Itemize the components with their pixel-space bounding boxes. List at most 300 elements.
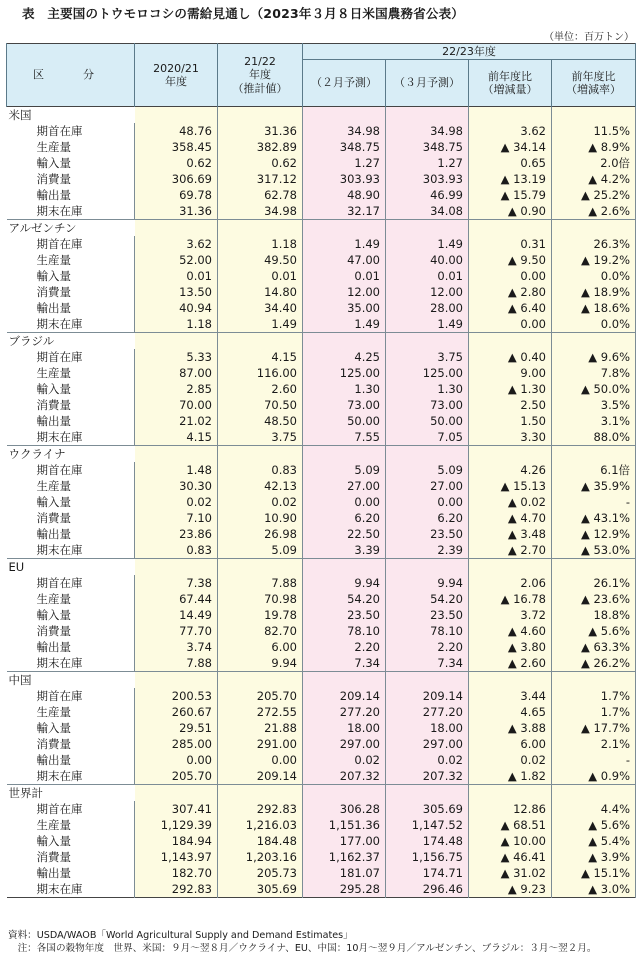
group-filler-cell — [469, 785, 552, 802]
row-item-label: 輸入量 — [7, 268, 135, 284]
value-cell: 1.49 — [303, 236, 386, 252]
value-cell: ▲ 50.0% — [552, 381, 636, 397]
value-cell: - — [552, 752, 636, 768]
value-cell: ▲ 9.6% — [552, 349, 636, 365]
group-filler-cell — [552, 785, 636, 802]
value-cell: 35.00 — [303, 300, 386, 316]
value-cell: 3.62 — [135, 236, 218, 252]
country-group-row — [7, 672, 636, 689]
row-item-label: 消費量 — [7, 849, 135, 865]
value-cell: 209.14 — [218, 768, 303, 785]
value-cell: 291.00 — [218, 736, 303, 752]
table-row — [7, 720, 636, 736]
value-cell: 4.4% — [552, 801, 636, 817]
value-cell: 296.46 — [386, 881, 469, 898]
value-cell: 6.20 — [303, 510, 386, 526]
value-cell: 0.02 — [135, 494, 218, 510]
value-cell: 1.30 — [386, 381, 469, 397]
country-name: ウクライナ — [7, 446, 135, 463]
value-cell: ▲ 35.9% — [552, 478, 636, 494]
value-cell: 177.00 — [303, 833, 386, 849]
value-cell: 0.02 — [386, 752, 469, 768]
value-cell: ▲ 46.41 — [469, 849, 552, 865]
value-cell: 31.36 — [218, 123, 303, 139]
header-yoy-change-label: 前年度比 （増減量） — [482, 69, 538, 96]
value-cell: 0.00 — [303, 494, 386, 510]
value-cell: 182.70 — [135, 865, 218, 881]
value-cell: ▲ 6.40 — [469, 300, 552, 316]
table-row — [7, 139, 636, 155]
row-item-label: 輸入量 — [7, 833, 135, 849]
value-cell: 9.94 — [218, 655, 303, 672]
value-cell: 205.73 — [218, 865, 303, 881]
value-cell: ▲ 10.00 — [469, 833, 552, 849]
value-cell: 2.60 — [218, 381, 303, 397]
unit-label: （単位：百万トン） — [544, 32, 634, 43]
row-item-label: 期首在庫 — [7, 462, 135, 478]
value-cell: ▲ 2.70 — [469, 542, 552, 559]
value-cell: 18.8% — [552, 607, 636, 623]
table-row — [7, 349, 636, 365]
value-cell: 306.69 — [135, 171, 218, 187]
value-cell: ▲ 4.2% — [552, 171, 636, 187]
row-item-label: 輸出量 — [7, 752, 135, 768]
value-cell: 28.00 — [386, 300, 469, 316]
value-cell: ▲ 26.2% — [552, 655, 636, 672]
table-row — [7, 252, 636, 268]
group-filler-cell — [135, 333, 218, 350]
header-mar-forecast: （３月予測） — [386, 60, 469, 107]
country-group-row — [7, 446, 636, 463]
row-item-label: 消費量 — [7, 284, 135, 300]
value-cell: 292.83 — [135, 881, 218, 898]
table-row — [7, 801, 636, 817]
value-cell: 1,143.97 — [135, 849, 218, 865]
value-cell: 31.36 — [135, 203, 218, 220]
value-cell: 27.00 — [386, 478, 469, 494]
table-row — [7, 575, 636, 591]
row-item-label: 期首在庫 — [7, 575, 135, 591]
group-filler-cell — [552, 559, 636, 576]
value-cell: ▲ 1.82 — [469, 768, 552, 785]
row-item-label: 生産量 — [7, 252, 135, 268]
row-item-label: 輸入量 — [7, 381, 135, 397]
value-cell: 348.75 — [303, 139, 386, 155]
country-group-row — [7, 333, 636, 350]
value-cell: 0.00 — [469, 316, 552, 333]
value-cell: 50.00 — [386, 413, 469, 429]
table-title: 表 主要国のトウモロコシの需給見通し（2023年３月８日米国農務省公表） — [22, 6, 464, 21]
value-cell: ▲ 17.7% — [552, 720, 636, 736]
table-row — [7, 542, 636, 559]
header-yoy-rate-label: 前年度比 （増減率） — [566, 69, 621, 96]
value-cell: ▲ 31.02 — [469, 865, 552, 881]
value-cell: 3.74 — [135, 639, 218, 655]
row-item-label: 期首在庫 — [7, 349, 135, 365]
group-filler-cell — [386, 107, 469, 124]
value-cell: 1.48 — [135, 462, 218, 478]
value-cell: 19.78 — [218, 607, 303, 623]
group-filler-cell — [218, 107, 303, 124]
value-cell: 125.00 — [386, 365, 469, 381]
value-cell: 207.32 — [386, 768, 469, 785]
value-cell: ▲ 5.6% — [552, 623, 636, 639]
value-cell: 67.44 — [135, 591, 218, 607]
value-cell: 6.1倍 — [552, 462, 636, 478]
row-item-label: 輸出量 — [7, 300, 135, 316]
row-item-label: 期首在庫 — [7, 123, 135, 139]
table-row — [7, 704, 636, 720]
value-cell: 49.50 — [218, 252, 303, 268]
value-cell: 207.32 — [303, 768, 386, 785]
table-row — [7, 623, 636, 639]
value-cell: ▲ 15.79 — [469, 187, 552, 203]
table-row — [7, 752, 636, 768]
value-cell: ▲ 0.90 — [469, 203, 552, 220]
value-cell: 6.00 — [469, 736, 552, 752]
table-row — [7, 494, 636, 510]
value-cell: ▲ 4.60 — [469, 623, 552, 639]
value-cell: 3.72 — [469, 607, 552, 623]
group-filler-cell — [386, 220, 469, 237]
value-cell: 1.49 — [218, 316, 303, 333]
value-cell: 0.83 — [218, 462, 303, 478]
value-cell: 18.00 — [386, 720, 469, 736]
group-filler-cell — [135, 785, 218, 802]
value-cell: 7.34 — [386, 655, 469, 672]
value-cell: 4.65 — [469, 704, 552, 720]
value-cell: 88.0% — [552, 429, 636, 446]
value-cell: 303.93 — [386, 171, 469, 187]
value-cell: 1.49 — [386, 316, 469, 333]
value-cell: 348.75 — [386, 139, 469, 155]
group-filler-cell — [469, 107, 552, 124]
value-cell: 14.49 — [135, 607, 218, 623]
header-22-23-group: 22/23年度 — [303, 44, 636, 60]
value-cell: 7.55 — [303, 429, 386, 446]
value-cell: 5.09 — [303, 462, 386, 478]
value-cell: 358.45 — [135, 139, 218, 155]
table-row — [7, 833, 636, 849]
value-cell: 73.00 — [386, 397, 469, 413]
row-item-label: 輸出量 — [7, 413, 135, 429]
value-cell: 18.00 — [303, 720, 386, 736]
value-cell: 9.94 — [303, 575, 386, 591]
value-cell: 3.1% — [552, 413, 636, 429]
value-cell: 0.0% — [552, 268, 636, 284]
value-cell: 34.98 — [303, 123, 386, 139]
value-cell: 1.30 — [303, 381, 386, 397]
group-filler-cell — [218, 672, 303, 689]
value-cell: 7.05 — [386, 429, 469, 446]
table-row — [7, 171, 636, 187]
value-cell: ▲ 3.88 — [469, 720, 552, 736]
country-group-row — [7, 559, 636, 576]
country-group-row — [7, 220, 636, 237]
value-cell: ▲ 13.19 — [469, 171, 552, 187]
value-cell: 1,156.75 — [386, 849, 469, 865]
value-cell: 2.39 — [386, 542, 469, 559]
value-cell: 40.94 — [135, 300, 218, 316]
row-item-label: 輸入量 — [7, 155, 135, 171]
value-cell: 52.00 — [135, 252, 218, 268]
value-cell: 174.71 — [386, 865, 469, 881]
value-cell: 272.55 — [218, 704, 303, 720]
value-cell: 21.88 — [218, 720, 303, 736]
row-item-label: 輸出量 — [7, 865, 135, 881]
value-cell: 6.20 — [386, 510, 469, 526]
row-item-label: 期首在庫 — [7, 688, 135, 704]
value-cell: ▲ 9.23 — [469, 881, 552, 898]
value-cell: 181.07 — [303, 865, 386, 881]
header-21-22-label: 21/22 年度 （推計値） — [232, 55, 288, 95]
value-cell: 297.00 — [303, 736, 386, 752]
value-cell: 26.3% — [552, 236, 636, 252]
value-cell: 2.20 — [386, 639, 469, 655]
value-cell: 0.62 — [218, 155, 303, 171]
value-cell: 3.75 — [218, 429, 303, 446]
row-item-label: 生産量 — [7, 817, 135, 833]
value-cell: 3.5% — [552, 397, 636, 413]
value-cell: 0.02 — [218, 494, 303, 510]
value-cell: 23.86 — [135, 526, 218, 542]
group-filler-cell — [303, 785, 386, 802]
row-item-label: 輸出量 — [7, 526, 135, 542]
group-filler-cell — [303, 107, 386, 124]
value-cell: 12.00 — [386, 284, 469, 300]
value-cell: ▲ 18.9% — [552, 284, 636, 300]
group-filler-cell — [218, 785, 303, 802]
value-cell: ▲ 8.9% — [552, 139, 636, 155]
value-cell: 0.31 — [469, 236, 552, 252]
value-cell: 174.48 — [386, 833, 469, 849]
value-cell: 34.08 — [386, 203, 469, 220]
country-name: アルゼンチン — [7, 220, 135, 237]
value-cell: 1,203.16 — [218, 849, 303, 865]
value-cell: 305.69 — [218, 881, 303, 898]
value-cell: ▲ 0.9% — [552, 768, 636, 785]
table-row — [7, 462, 636, 478]
value-cell: 29.51 — [135, 720, 218, 736]
group-filler-cell — [218, 333, 303, 350]
group-filler-cell — [135, 446, 218, 463]
value-cell: 48.76 — [135, 123, 218, 139]
value-cell: 1,162.37 — [303, 849, 386, 865]
group-filler-cell — [135, 559, 218, 576]
row-item-label: 生産量 — [7, 704, 135, 720]
value-cell: 1.49 — [303, 316, 386, 333]
value-cell: ▲ 2.60 — [469, 655, 552, 672]
value-cell: 3.30 — [469, 429, 552, 446]
value-cell: 4.15 — [135, 429, 218, 446]
row-item-label: 期末在庫 — [7, 542, 135, 559]
header-2020-21-label: 2020/21 年度 — [153, 61, 199, 88]
source-note: 資料：USDA/WAOB「World Agricultural Supply and Demand Estimates」 — [8, 930, 353, 941]
row-item-label: 輸出量 — [7, 187, 135, 203]
value-cell: 277.20 — [386, 704, 469, 720]
value-cell: 42.13 — [218, 478, 303, 494]
value-cell: ▲ 3.9% — [552, 849, 636, 865]
value-cell: 317.12 — [218, 171, 303, 187]
value-cell: ▲ 2.80 — [469, 284, 552, 300]
value-cell: 77.70 — [135, 623, 218, 639]
header-yoy-rate — [552, 60, 636, 107]
value-cell: 87.00 — [135, 365, 218, 381]
group-filler-cell — [552, 672, 636, 689]
value-cell: 307.41 — [135, 801, 218, 817]
table-row — [7, 736, 636, 752]
table-row — [7, 817, 636, 833]
value-cell: 3.44 — [469, 688, 552, 704]
group-filler-cell — [552, 220, 636, 237]
value-cell: 305.69 — [386, 801, 469, 817]
group-filler-cell — [469, 446, 552, 463]
value-cell: 12.00 — [303, 284, 386, 300]
row-item-label: 生産量 — [7, 139, 135, 155]
table-row — [7, 655, 636, 672]
table-row — [7, 768, 636, 785]
value-cell: 2.50 — [469, 397, 552, 413]
value-cell: 27.00 — [303, 478, 386, 494]
group-filler-cell — [552, 446, 636, 463]
value-cell: ▲ 16.78 — [469, 591, 552, 607]
value-cell: 9.00 — [469, 365, 552, 381]
value-cell: 0.02 — [303, 752, 386, 768]
value-cell: 46.99 — [386, 187, 469, 203]
table-row — [7, 881, 636, 898]
header-2020-21 — [135, 44, 218, 107]
row-item-label: 消費量 — [7, 510, 135, 526]
value-cell: 73.00 — [303, 397, 386, 413]
value-cell: 11.5% — [552, 123, 636, 139]
header-kubun: 区 分 — [7, 44, 135, 107]
value-cell: 1.49 — [386, 236, 469, 252]
row-item-label: 生産量 — [7, 591, 135, 607]
table-row — [7, 688, 636, 704]
value-cell: 2.1% — [552, 736, 636, 752]
value-cell: ▲ 15.1% — [552, 865, 636, 881]
value-cell: 0.00 — [218, 752, 303, 768]
header-21-22 — [218, 44, 303, 107]
group-filler-cell — [552, 107, 636, 124]
value-cell: 0.00 — [386, 494, 469, 510]
table-row — [7, 510, 636, 526]
value-cell: ▲ 63.3% — [552, 639, 636, 655]
value-cell: 6.00 — [218, 639, 303, 655]
value-cell: 70.50 — [218, 397, 303, 413]
group-filler-cell — [218, 446, 303, 463]
value-cell: 184.94 — [135, 833, 218, 849]
value-cell: 23.50 — [386, 607, 469, 623]
value-cell: 78.10 — [303, 623, 386, 639]
value-cell: 125.00 — [303, 365, 386, 381]
value-cell: 0.0% — [552, 316, 636, 333]
value-cell: ▲ 1.30 — [469, 381, 552, 397]
value-cell: 69.78 — [135, 187, 218, 203]
value-cell: ▲ 0.40 — [469, 349, 552, 365]
value-cell: 54.20 — [386, 591, 469, 607]
value-cell: 303.93 — [303, 171, 386, 187]
value-cell: ▲ 0.02 — [469, 494, 552, 510]
group-filler-cell — [135, 107, 218, 124]
value-cell: ▲ 5.6% — [552, 817, 636, 833]
group-filler-cell — [303, 559, 386, 576]
table-row — [7, 639, 636, 655]
value-cell: 26.98 — [218, 526, 303, 542]
table-row — [7, 381, 636, 397]
value-cell: 22.50 — [303, 526, 386, 542]
value-cell: 82.70 — [218, 623, 303, 639]
value-cell: ▲ 2.6% — [552, 203, 636, 220]
row-item-label: 輸入量 — [7, 494, 135, 510]
value-cell: 2.06 — [469, 575, 552, 591]
value-cell: 3.75 — [386, 349, 469, 365]
table-row — [7, 203, 636, 220]
table-row — [7, 365, 636, 381]
value-cell: 1.27 — [386, 155, 469, 171]
table-row — [7, 316, 636, 333]
group-filler-cell — [469, 559, 552, 576]
value-cell: 7.38 — [135, 575, 218, 591]
value-cell: 297.00 — [386, 736, 469, 752]
value-cell: 7.88 — [135, 655, 218, 672]
value-cell: 209.14 — [386, 688, 469, 704]
table-body — [7, 107, 636, 898]
value-cell: 382.89 — [218, 139, 303, 155]
value-cell: 285.00 — [135, 736, 218, 752]
value-cell: 21.02 — [135, 413, 218, 429]
value-cell: ▲ 3.80 — [469, 639, 552, 655]
header-feb-forecast: （２月予測） — [303, 60, 386, 107]
value-cell: ▲ 4.70 — [469, 510, 552, 526]
value-cell: 209.14 — [303, 688, 386, 704]
value-cell: 7.34 — [303, 655, 386, 672]
value-cell: 1,129.39 — [135, 817, 218, 833]
value-cell: 205.70 — [135, 768, 218, 785]
table-row — [7, 268, 636, 284]
country-group-row — [7, 107, 636, 124]
table-row — [7, 155, 636, 171]
group-filler-cell — [303, 446, 386, 463]
value-cell: 1.7% — [552, 688, 636, 704]
value-cell: 4.25 — [303, 349, 386, 365]
value-cell: 4.26 — [469, 462, 552, 478]
table-row — [7, 478, 636, 494]
country-name: 世界計 — [7, 785, 135, 802]
value-cell: 48.50 — [218, 413, 303, 429]
value-cell: 70.00 — [135, 397, 218, 413]
table-row — [7, 413, 636, 429]
table-row — [7, 284, 636, 300]
value-cell: 7.8% — [552, 365, 636, 381]
value-cell: 0.65 — [469, 155, 552, 171]
country-name: EU — [7, 559, 135, 576]
value-cell: 1,147.52 — [386, 817, 469, 833]
value-cell: 10.90 — [218, 510, 303, 526]
value-cell: - — [552, 494, 636, 510]
row-item-label: 期末在庫 — [7, 881, 135, 898]
value-cell: 78.10 — [386, 623, 469, 639]
value-cell: 260.67 — [135, 704, 218, 720]
value-cell: 70.98 — [218, 591, 303, 607]
row-item-label: 期末在庫 — [7, 429, 135, 446]
value-cell: 13.50 — [135, 284, 218, 300]
value-cell: 1,151.36 — [303, 817, 386, 833]
value-cell: 23.50 — [303, 607, 386, 623]
row-item-label: 消費量 — [7, 623, 135, 639]
value-cell: 0.02 — [469, 752, 552, 768]
value-cell: 2.20 — [303, 639, 386, 655]
